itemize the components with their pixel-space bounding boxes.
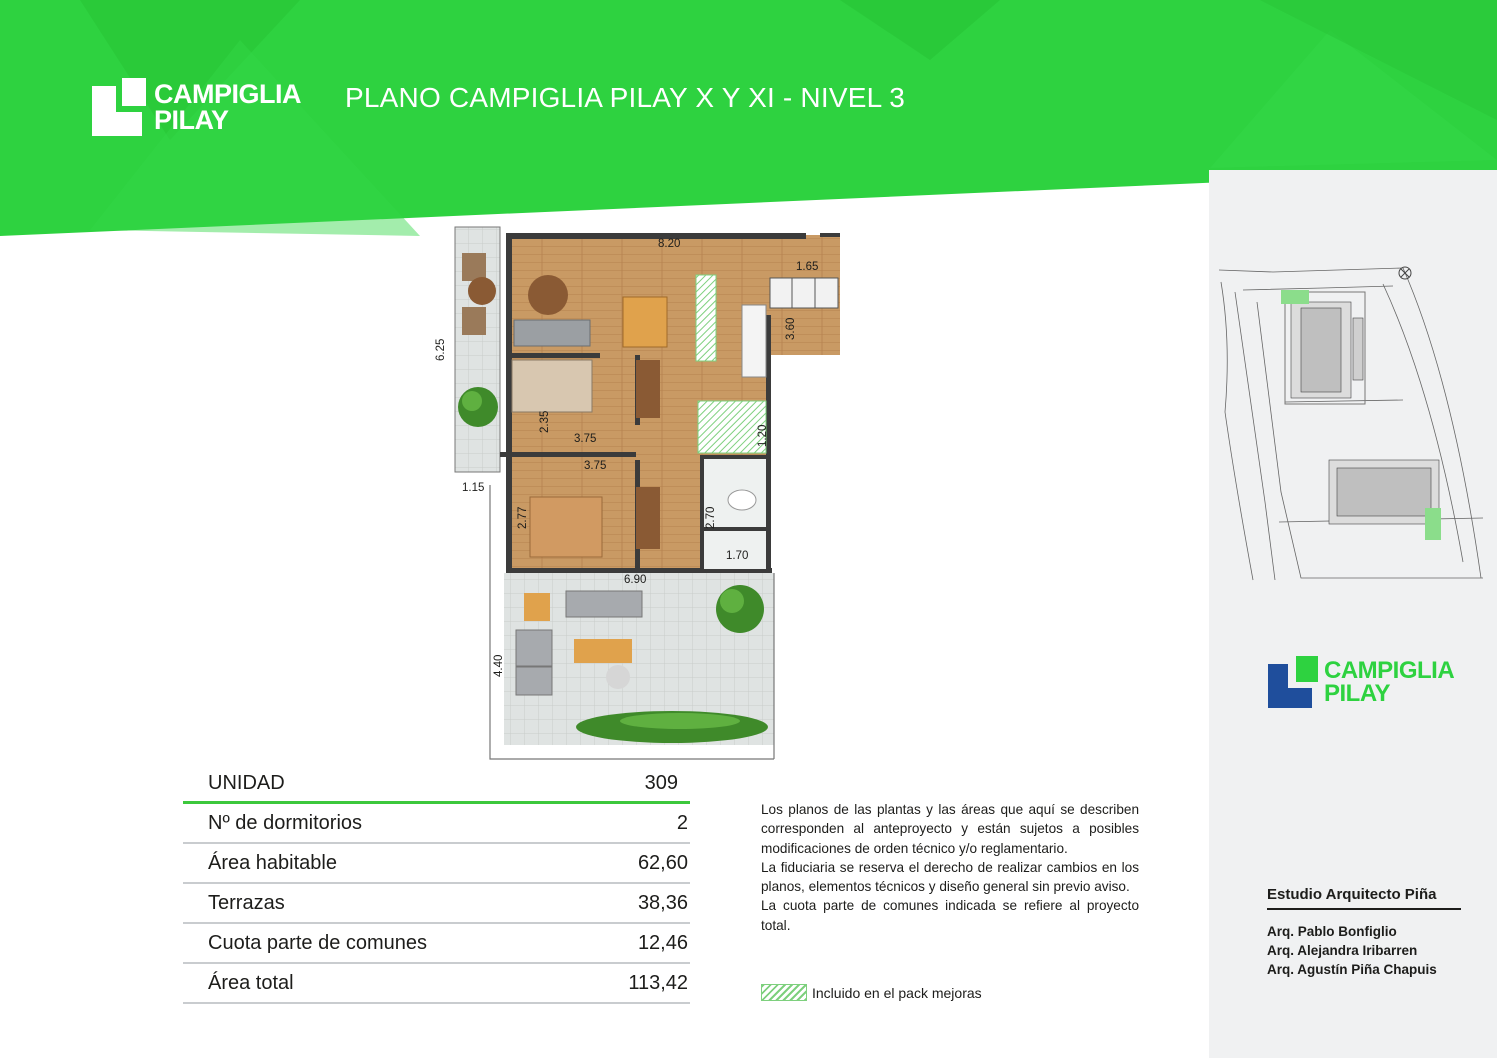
table-row: Terrazas 38,36 xyxy=(183,884,690,924)
sidebar-logo xyxy=(1268,656,1454,708)
architect-name: Arq. Alejandra Iribarren xyxy=(1267,943,1418,958)
table-row: Área habitable 62,60 xyxy=(183,844,690,884)
logo-line2: PILAY xyxy=(154,105,229,135)
site-map xyxy=(1213,262,1493,592)
architect-name: Arq. Agustín Piña Chapuis xyxy=(1267,962,1437,977)
architect-name: Arq. Pablo Bonfiglio xyxy=(1267,924,1397,939)
floor-plan xyxy=(435,215,850,763)
table-row: Área total 113,42 xyxy=(183,964,690,1004)
dim-room1-w: 3.75 xyxy=(574,433,597,445)
header-logo xyxy=(92,78,301,136)
dim-closet: 1.20 xyxy=(757,424,769,447)
page-title: PLANO CAMPIGLIA PILAY X Y XI - NIVEL 3 xyxy=(345,82,906,113)
dim-top: 8.20 xyxy=(658,238,681,250)
logo-mark-icon xyxy=(1268,656,1318,708)
disclaimer-p2: La fiduciaria se reserva el derecho de realizar cambios en los planos, elementos técnicos y diseño general sin previo aviso. xyxy=(761,859,1139,895)
sidebar-logo-line2: PILAY xyxy=(1324,680,1390,707)
dim-bath-h: 2.70 xyxy=(705,506,717,529)
studio-title: Estudio Arquitecto Piña xyxy=(1267,886,1461,910)
dim-terrace-h: 4.40 xyxy=(493,654,505,677)
table-row: UNIDAD 309 xyxy=(183,766,690,804)
dim-terrace-side: 6.25 xyxy=(435,338,447,361)
disclaimer-p3: La cuota parte de comunes indicada se refiere al proyecto total. xyxy=(761,898,1139,933)
dim-kitchen: 1.65 xyxy=(796,261,819,273)
dim-room2-h: 2.77 xyxy=(517,506,529,529)
studio-credits xyxy=(1267,886,1461,979)
dim-room1-h: 2.35 xyxy=(539,410,551,433)
sidebar-logo-line1: CAMPIGLIA xyxy=(1324,657,1455,684)
hatch-swatch-icon xyxy=(761,984,807,1001)
disclaimer-p1: Los planos de las plantas y las áreas que aquí se describen corresponden al anteproyecto y están sujetos a posibles modificaciones de orden técnico y/o reglamentario. xyxy=(761,802,1139,856)
dim-bottom: 6.90 xyxy=(624,574,647,586)
table-row: Cuota parte de comunes 12,46 xyxy=(183,924,690,964)
logo-line1: CAMPIGLIA xyxy=(154,79,301,109)
dim-right: 3.60 xyxy=(785,317,797,340)
legend-label: Incluido en el pack mejoras xyxy=(812,984,982,1001)
logo-mark-icon xyxy=(92,78,148,136)
dim-balcony-w: 1.15 xyxy=(462,482,485,494)
legend xyxy=(761,984,982,1001)
dim-bath-w: 1.70 xyxy=(726,550,749,562)
unit-table xyxy=(183,766,690,1004)
disclaimer-text xyxy=(761,800,1139,935)
table-row: Nº de dormitorios 2 xyxy=(183,804,690,844)
dim-room2-w: 3.75 xyxy=(584,460,607,472)
